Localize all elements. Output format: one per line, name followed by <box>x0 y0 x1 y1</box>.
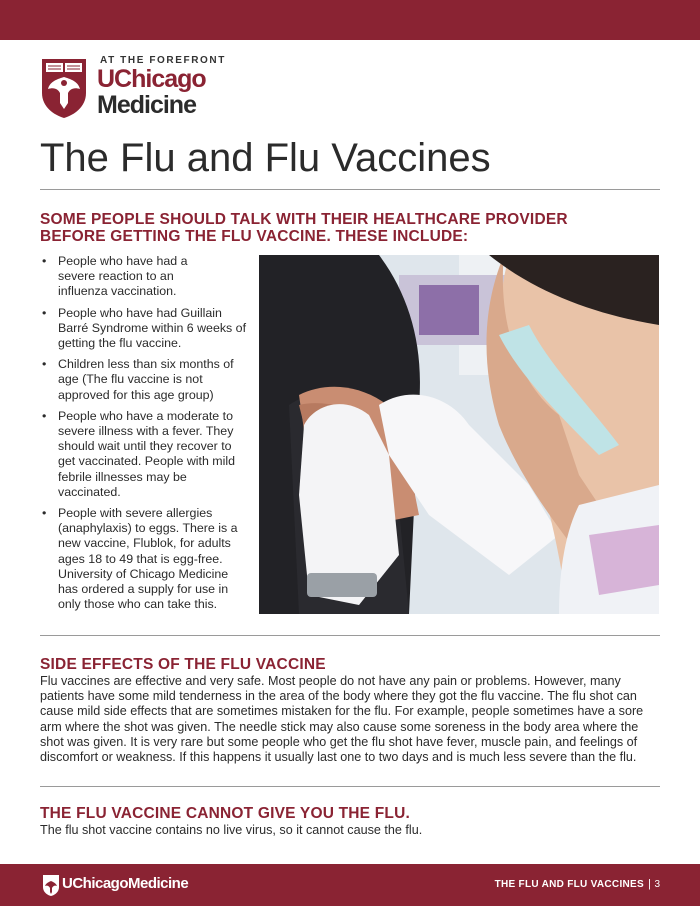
title-divider <box>40 189 660 190</box>
page-number: 3 <box>654 879 660 890</box>
heading-line-2: BEFORE GETTING THE FLU VACCINE. THESE INCLUDE: <box>40 228 469 245</box>
logo-tagline: AT THE FOREFRONT <box>100 55 226 66</box>
precaution-list <box>40 254 250 618</box>
vaccination-photo <box>259 255 659 614</box>
uchicago-medicine-logo <box>40 55 240 121</box>
footer-document-title: THE FLU AND FLU VACCINES <box>494 879 644 890</box>
footer-brand: UChicagoMedicine <box>62 875 189 892</box>
cannot-give-flu-paragraph: The flu shot vaccine contains no live virus, so it cannot cause the flu. <box>40 823 423 837</box>
section-heading-side-effects: SIDE EFFECTS OF THE FLU VACCINE <box>40 656 326 673</box>
section-heading-talk-with-provider <box>40 211 568 245</box>
list-item: • People with severe allergies (anaphylaxis) to eggs. There is a new vaccine, Flublok, for adults ages 18 to 49 that is egg-free. University of Chicago Medicine has ordered a supply for use in only those who can take this. <box>40 506 250 612</box>
footer-separator: | <box>648 878 651 890</box>
side-effects-paragraph: Flu vaccines are effective and very safe. Most people do not have any pain or problems. However, many patients have some mild tenderness in the area of the body where they got the flu vaccine. The flu shot can cause mild side effects that are sometimes mistaken for the flu. For example, people sometimes have a sore arm where the shot was given. The needle stick may also cause some soreness in the body area where the shot was given. It is very rare but some people who get the flu shot have fever, muscle pain, and feelings of discomfort or weakness. If this happens it usually last one to two days and is much less severe than the flu. <box>40 674 644 765</box>
logo-brand-uchicago: UChicago <box>97 65 206 93</box>
heading-line-1: SOME PEOPLE SHOULD TALK WITH THEIR HEALTHCARE PROVIDER <box>40 211 568 228</box>
list-item: • People who have had a severe reaction to an influenza vaccination. <box>40 254 250 300</box>
logo-brand-medicine: Medicine <box>97 91 196 119</box>
list-item: • Children less than six months of age (The flu vaccine is not approved for this age group) <box>40 357 250 403</box>
university-shield-icon <box>40 57 88 119</box>
list-item: • People who have a moderate to severe illness with a fever. They should wait until they recover to get vaccinated. People with mild febrile illnesses may be vaccinated. <box>40 409 250 500</box>
section-divider <box>40 635 660 636</box>
page-title: The Flu and Flu Vaccines <box>40 136 491 180</box>
vaccination-illustration <box>259 255 659 614</box>
page-footer <box>0 864 700 906</box>
section-divider <box>40 786 660 787</box>
list-item: • People who have had Guillain Barré Syndrome within 6 weeks of getting the flu vaccine. <box>40 306 250 352</box>
university-shield-icon <box>42 874 60 896</box>
section-heading-cannot-give-flu: THE FLU VACCINE CANNOT GIVE YOU THE FLU. <box>40 805 410 822</box>
top-banner <box>0 0 700 40</box>
